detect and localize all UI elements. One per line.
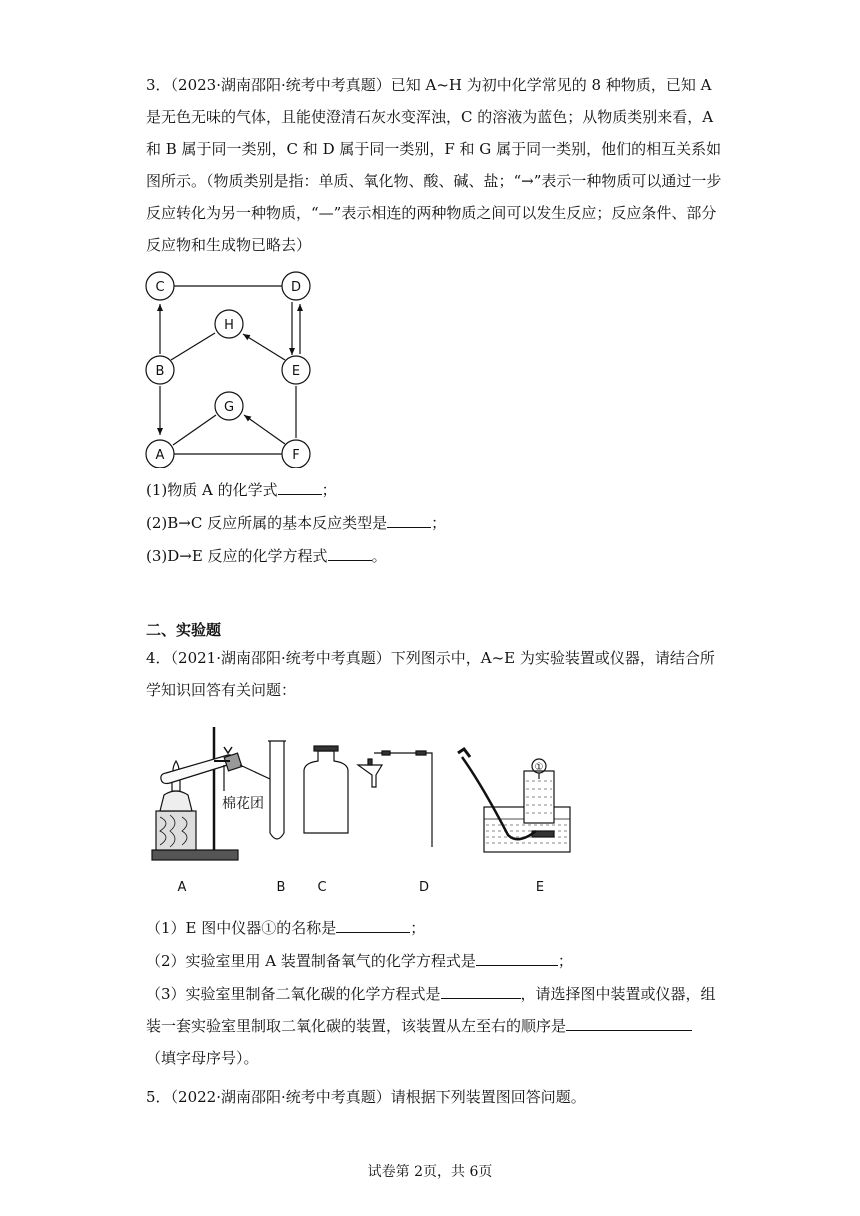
page-footer: 试卷第 2页，共 6页 — [367, 1164, 493, 1180]
q4-sub2: （2）实验室里用 A 装置制备氧气的化学方程式是 ； — [146, 952, 573, 970]
node-f-label: F — [292, 448, 300, 463]
q3-sub3: (3)D→E 反应的化学方程式 。 — [146, 547, 387, 565]
gas-jar — [304, 751, 348, 833]
q4-sub1: （1）E 图中仪器①的名称是 ； — [146, 919, 426, 937]
node-h-label: H — [224, 318, 234, 333]
answer-blank[interactable] — [278, 480, 322, 495]
stand-base — [152, 850, 238, 860]
arrow-f-g — [244, 415, 285, 444]
answer-blank[interactable] — [566, 1016, 692, 1031]
test-tube-a — [161, 755, 234, 784]
alcohol-lamp — [160, 791, 192, 811]
node-d-label: D — [290, 280, 302, 295]
arrow-e-h — [243, 334, 285, 360]
answer-blank[interactable] — [336, 918, 410, 933]
section-title: 二、实验题 — [146, 621, 222, 639]
node-e-label: E — [291, 364, 301, 379]
node-g-label: G — [223, 400, 235, 415]
wood-block — [156, 811, 196, 850]
label-b: B — [276, 880, 286, 895]
label-d: D — [418, 880, 430, 895]
label-a: A — [177, 880, 187, 895]
node-a-label: A — [155, 448, 165, 463]
node-b-label: B — [155, 364, 165, 379]
line-a-g — [173, 415, 216, 445]
q5-text: 5．（2022·湖南邵阳·统考中考真题）请根据下列装置图回答问题。 — [146, 1088, 586, 1106]
answer-blank[interactable] — [387, 513, 431, 528]
answer-blank[interactable] — [328, 546, 372, 561]
delivery-tube-a — [240, 765, 270, 779]
answer-blank[interactable] — [476, 951, 558, 966]
q3-sub1: (1)物质 A 的化学式 ； — [146, 481, 337, 499]
jar-lid — [314, 746, 338, 751]
q4-text: 4．（2021·湖南邵阳·统考中考真题）下列图示中，A~E 为实验装置或仪器，请结合所学知识回答有关问题： — [146, 649, 715, 699]
test-tube-b — [270, 741, 284, 839]
node-c-label: C — [155, 280, 165, 295]
q3-sub2: (2)B→C 反应所属的基本反应类型是 ； — [146, 514, 447, 532]
line-b-h — [171, 333, 215, 360]
q4-sub3: （3）实验室里制备二氧化碳的化学方程式是 ，请选择图中装置或仪器，组装一套实验室里制取二氧化碳的装置，该装置从左至右的顺序是（填字母序号）。 — [146, 985, 716, 1067]
label-c: C — [317, 880, 327, 895]
delivery-tube-d — [374, 753, 432, 847]
q3-text: 3．（2023·湖南邵阳·统考中考真题）已知 A~H 为初中化学常见的 8 种物质，已知 A 是无色无味的气体，且能使澄清石灰水变浑浊，C 的溶液为蓝色；从物质类别来看，A 和 B 属于同一类别，C 和 D 属于同一类别，F 和 G 属于同一类别，他们的相互关系如图所示。（物质类别是指：单质、氧化物、酸、碱、盐；“→”表示一种物质可以通过一步反应转化为另一种物质，“—”表示相连的两种物质之间可以发生反应；反应条件、部分反应物和生成物已略去） — [146, 76, 722, 254]
separatory-funnel — [358, 765, 382, 787]
instrument-one-label: ① — [534, 762, 544, 773]
apparatus-figure — [146, 715, 576, 900]
relation-diagram — [140, 268, 320, 468]
cotton-label: 棉花团 — [222, 796, 264, 812]
answer-blank[interactable] — [441, 984, 521, 999]
label-e: E — [535, 880, 545, 895]
